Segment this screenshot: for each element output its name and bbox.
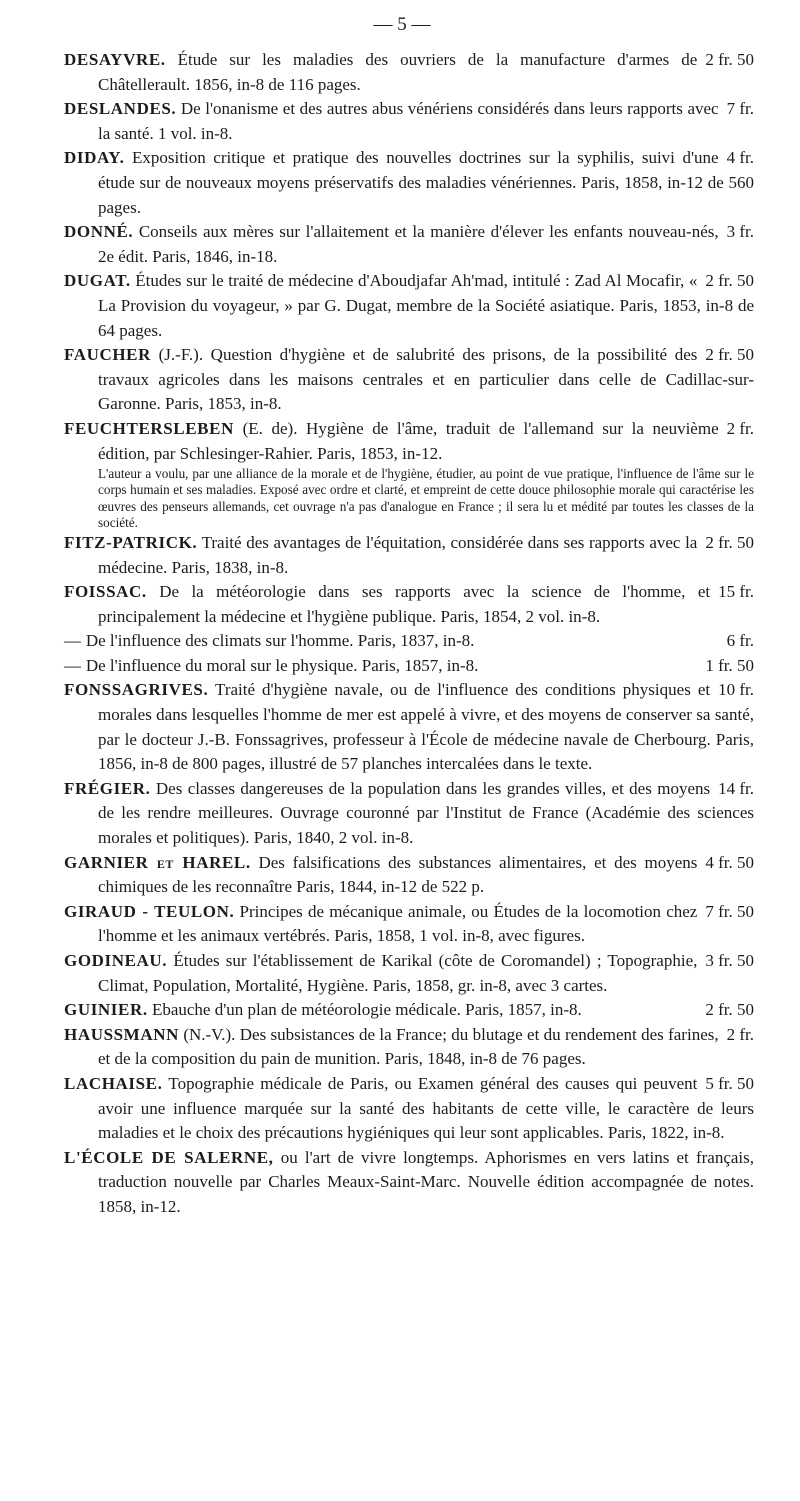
entry-text: De l'influence des climats sur l'homme. Paris, 1837, in-8. <box>85 631 475 651</box>
entry-text: Des classes dangereuses de la population dans les grandes villes, et des moyens de les rendre meilleures. Ouvrage couronné par l'Institut de France (Académie des sciences morales et politiques). Paris, 1840, 2 vol. in-8. <box>98 778 754 848</box>
entry-author: L'ÉCOLE DE SALERNE, <box>64 1147 274 1167</box>
catalog-entry <box>64 777 754 851</box>
catalog-entry <box>64 531 754 580</box>
catalog-entry <box>64 851 754 900</box>
entry-author: FAUCHER <box>64 345 151 365</box>
entry-price: 2 fr. <box>726 418 754 438</box>
entry-price: 5 fr. 50 <box>705 1073 754 1093</box>
entry-author: DONNÉ. <box>64 222 134 242</box>
entry-note: L'auteur a voulu, par une alliance de la morale et de l'hygiène, étudier, au point de vue pratique, l'influence de l'âme sur le corps humain et ses maladies. Exposé avec ordre et clarté, et empreint de cette douce philosophie morale qui caractérise les œuvres des penseurs allemands, cet ouvrage n'a pas d'analogue en France ; il sera lu et médité par toutes les classes de la société. <box>98 466 754 530</box>
catalog-entry <box>64 1146 754 1220</box>
entry-price: 3 fr. <box>726 222 754 242</box>
catalog-entry <box>64 220 754 269</box>
entry-text: Traité d'hygiène navale, ou de l'influence des conditions physiques et morales dans lesquelles l'homme de mer est appelé à vivre, et des moyens de conserver sa santé, par le docteur J.-B. Fonssagrives, professeur à l'École de médecine navale de Cherbourg. Paris, 1856, in-8 de 800 pages, illustré de 57 planches intercalées dans le texte. <box>98 680 754 774</box>
entry-price: 6 fr. <box>726 631 754 651</box>
entry-author: FOISSAC. <box>64 582 147 602</box>
entry-text: ou l'art de vivre longtemps. Aphorismes en vers latins et français, traduction nouvelle par Charles Meaux-Saint-Marc. Nouvelle édition accompagnée de notes. 1858, in-12. <box>98 1147 755 1216</box>
entry-text: Des falsifications des substances alimentaires, et des moyens chimiques de les reconnaître Paris, 1844, in-12 de 522 p. <box>98 852 698 897</box>
entry-author: — <box>64 655 82 675</box>
entry-text: De l'onanisme et des autres abus vénériens considérés dans leurs rapports avec la santé. 1 vol. in-8. <box>98 99 719 143</box>
entry-price: 4 fr. 50 <box>705 852 754 872</box>
entry-price: 7 fr. 50 <box>705 901 754 921</box>
entry-text: (E. de). Hygiène de l'âme, traduit de l'allemand sur la neuvième édition, par Schlesinger-Rahier. Paris, 1853, in-12. <box>98 418 719 463</box>
entry-text: Études sur le traité de médecine d'Aboudjafar Ah'mad, intitulé : Zad Al Mocafir, « La Provision du voyageur, » par G. Dugat, membre de la Société asiatique. Paris, 1853, in-8 de 64 pages. <box>98 271 754 340</box>
entry-author: LACHAISE. <box>64 1073 163 1093</box>
catalog-entry <box>64 269 754 343</box>
catalog-entry <box>64 48 754 97</box>
entry-text: Ebauche d'un plan de météorologie médicale. Paris, 1857, in-8. <box>151 1000 582 1020</box>
entry-author: — <box>64 631 82 651</box>
entry-price: 2 fr. 50 <box>705 50 754 69</box>
catalog-entry <box>64 678 754 776</box>
entry-price: 2 fr. <box>726 1024 754 1044</box>
catalog-entry <box>64 1072 754 1146</box>
entry-text: Principes de mécanique animale, ou Études de la locomotion chez l'homme et les animaux vertébrés. Paris, 1858, 1 vol. in-8, avec figures. <box>98 901 698 946</box>
entry-author: FITZ-PATRICK. <box>64 532 198 552</box>
page-number: — 5 — <box>373 14 431 35</box>
entry-author: GUINIER. <box>64 1000 148 1020</box>
catalog-entry <box>64 998 754 1023</box>
entry-list <box>64 48 754 1220</box>
catalog-entry <box>64 629 754 654</box>
catalog-entry <box>64 580 754 629</box>
entry-price: 10 fr. <box>718 680 754 700</box>
entry-author: FRÉGIER. <box>64 778 151 798</box>
entry-price: 2 fr. 50 <box>705 532 754 552</box>
entry-text: (N.-V.). Des subsistances de la France; du blutage et du rendement des farines, et de la composition du pain de munition. Paris, 1848, in-8 de 76 pages. <box>98 1024 719 1069</box>
catalog-page <box>64 0 754 1220</box>
entry-text: De la météorologie dans ses rapports avec la science de l'homme, et principalement la médecine et l'hygiène publique. Paris, 1854, 2 vol. in-8. <box>98 582 711 626</box>
entry-text: Topographie médicale de Paris, ou Examen général des causes qui peuvent avoir une influence marquée sur la santé des habitants de cette ville, le caractère de leurs maladies et le choix des précautions hygiéniques qui leur sont applicables. Paris, 1822, in-8. <box>98 1073 754 1143</box>
entry-author: GIRAUD - TEULON. <box>64 901 235 921</box>
catalog-entry <box>64 1023 754 1072</box>
catalog-entry <box>64 343 754 417</box>
entry-text: Conseils aux mères sur l'allaitement et la manière d'élever les enfants nouveau-nés, 2e édit. Paris, 1846, in-18. <box>98 222 719 266</box>
entry-author: DESAYVRE. <box>64 50 166 69</box>
entry-author: DIDAY. <box>64 148 125 168</box>
entry-author: FONSSAGRIVES. <box>64 680 209 700</box>
catalog-entry <box>64 949 754 998</box>
entry-price: 1 fr. 50 <box>705 655 754 675</box>
entry-price: 2 fr. 50 <box>705 271 754 291</box>
entry-price: 14 fr. <box>718 778 754 798</box>
entry-text: Étude sur les maladies des ouvriers de la manufacture d'armes de Châtellerault. 1856, in-8 de 116 pages. <box>98 50 698 94</box>
entry-author: DESLANDES. <box>64 99 177 119</box>
catalog-entry <box>64 654 754 679</box>
entry-author: GARNIER et HAREL. <box>64 852 251 872</box>
entry-author: DUGAT. <box>64 271 131 291</box>
entry-text: De l'influence du moral sur le physique. Paris, 1857, in-8. <box>85 655 479 675</box>
catalog-entry <box>64 417 754 466</box>
entry-price: 15 fr. <box>718 582 754 602</box>
entry-text: (J.-F.). Question d'hygiène et de salubrité des prisons, de la possibilité des travaux agricoles dans les maisons centrales et en particulier dans celle de Cadillac-sur-Garonne. Paris, 1853, in-8. <box>98 345 754 414</box>
entry-author: GODINEAU. <box>64 951 168 970</box>
entry-price: 3 fr. 50 <box>705 951 754 970</box>
entry-price: 2 fr. 50 <box>705 1000 754 1020</box>
entry-author: HAUSSMANN <box>64 1024 179 1044</box>
catalog-entry <box>64 97 754 146</box>
entry-price: 7 fr. <box>726 99 754 119</box>
entry-text: Études sur l'établissement de Karikal (côte de Coromandel) ; Topographie, Climat, Population, Mortalité, Hygiène. Paris, 1858, gr. in-8, avec 3 cartes. <box>98 951 698 995</box>
entry-author: FEUCHTERSLEBEN <box>64 418 234 438</box>
entry-text: Exposition critique et pratique des nouvelles doctrines sur la syphilis, suivi d'une étude sur de nouveaux moyens préservatifs des maladies vénériennes. Paris, 1858, in-12 de 560 pages. <box>98 148 754 217</box>
entry-text: Traité des avantages de l'équitation, considérée dans ses rapports avec la médecine. Paris, 1838, in-8. <box>98 532 698 577</box>
entry-price: 4 fr. <box>726 148 754 168</box>
catalog-entry <box>64 900 754 949</box>
entry-price: 2 fr. 50 <box>705 345 754 365</box>
catalog-entry <box>64 146 754 220</box>
